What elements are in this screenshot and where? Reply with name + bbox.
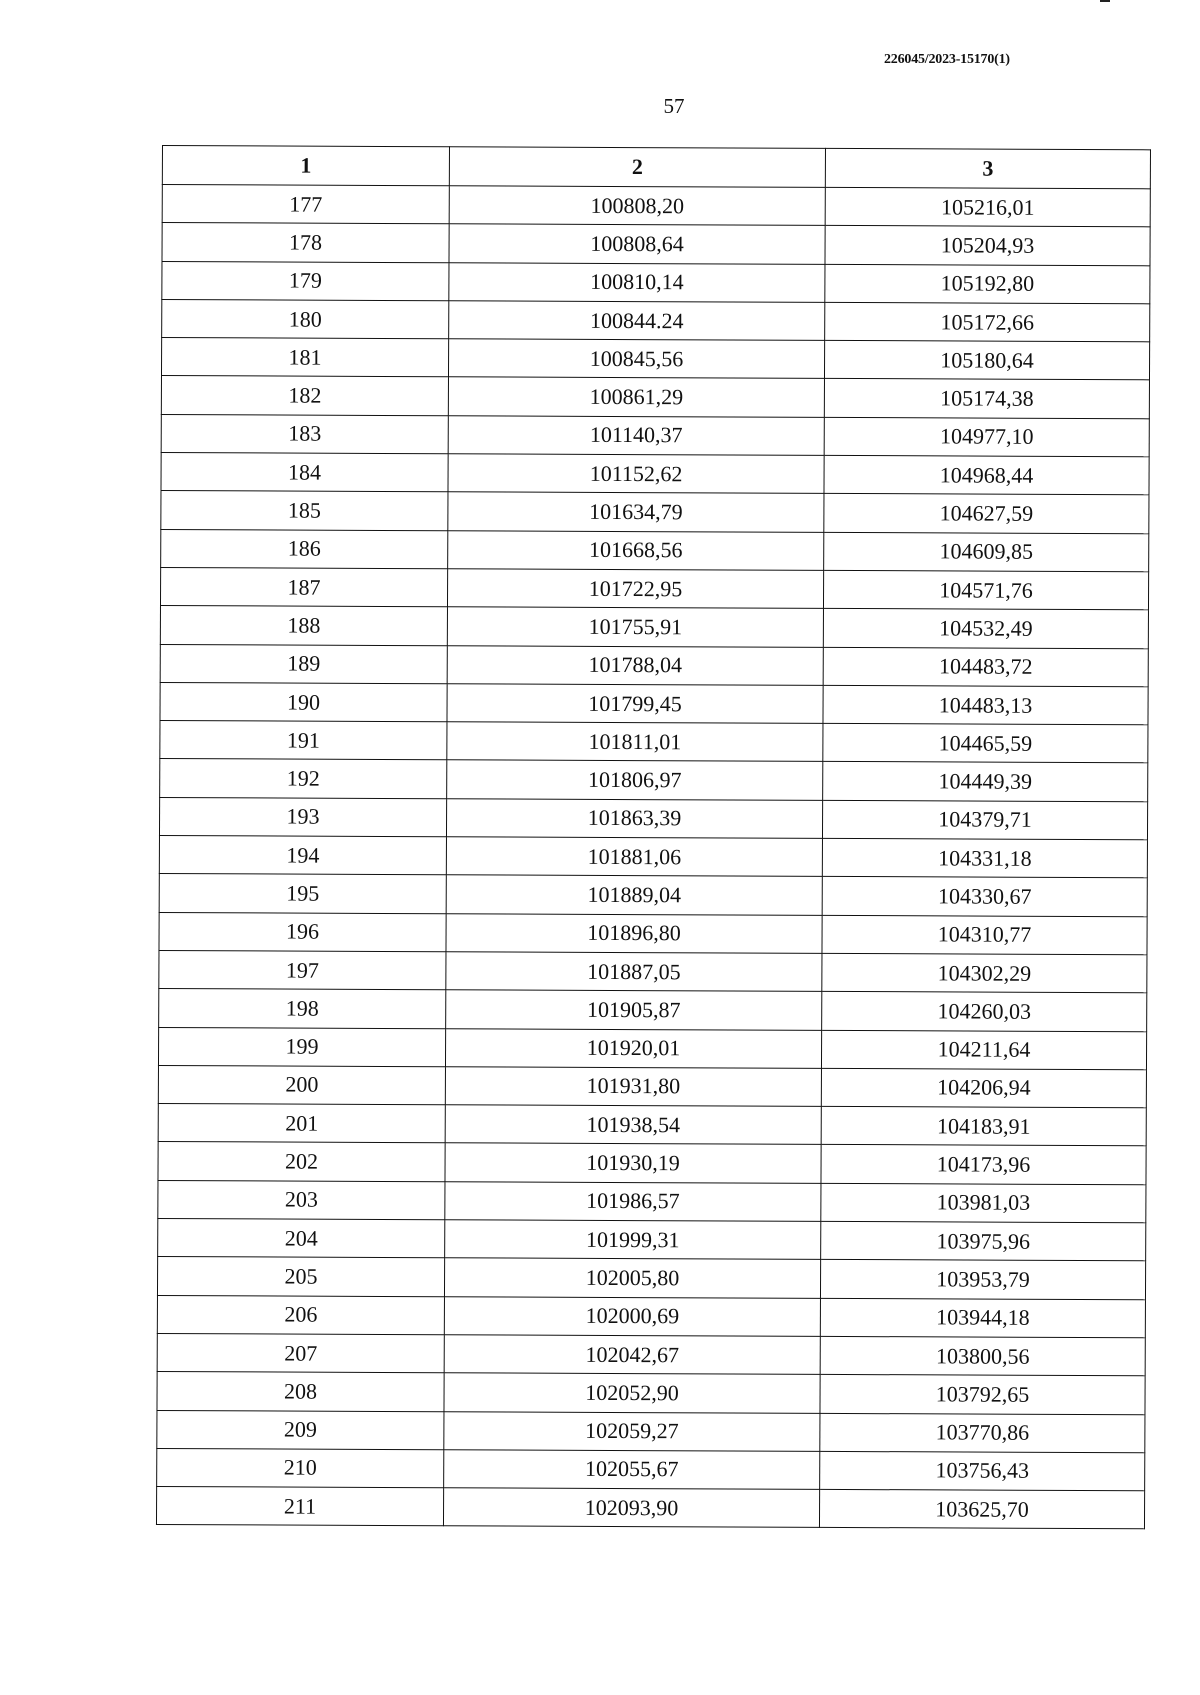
table-row (157, 1333, 1145, 1376)
y-coordinate-cell: 104465,59 (823, 724, 1148, 764)
x-coordinate-cell: 101938,54 (445, 1105, 821, 1145)
x-coordinate-cell: 101920,01 (445, 1028, 821, 1068)
y-coordinate-cell: 104260,03 (822, 992, 1147, 1032)
x-coordinate-cell: 102052,90 (444, 1373, 820, 1413)
document-number: 226045/2023-15170(1) (884, 52, 1010, 67)
point-number-cell: 179 (162, 261, 449, 301)
x-coordinate-cell: 100810,14 (449, 262, 825, 302)
point-number-cell: 187 (160, 567, 447, 607)
table-row (162, 185, 1150, 228)
y-coordinate-cell: 104609,85 (824, 532, 1149, 572)
point-number-cell: 180 (162, 299, 449, 339)
point-number-cell: 182 (161, 376, 448, 416)
x-coordinate-cell: 101788,04 (447, 645, 823, 685)
x-coordinate-cell: 102005,80 (444, 1258, 820, 1298)
point-number-cell: 195 (159, 874, 446, 914)
table-row (156, 1487, 1144, 1530)
point-number-cell: 204 (158, 1219, 445, 1259)
table-row (159, 836, 1147, 879)
point-number-cell: 192 (160, 759, 447, 799)
point-number-cell: 185 (161, 491, 448, 531)
table-row (159, 950, 1147, 993)
y-coordinate-cell: 103981,03 (821, 1183, 1146, 1223)
table-row (160, 759, 1148, 802)
y-coordinate-cell: 103792,65 (820, 1375, 1145, 1415)
x-coordinate-cell: 101931,80 (445, 1067, 821, 1107)
table-row (161, 376, 1149, 419)
x-coordinate-cell: 100808,20 (449, 186, 825, 226)
y-coordinate-cell: 105192,80 (825, 264, 1150, 304)
point-number-cell: 183 (161, 414, 448, 454)
table-row (161, 414, 1149, 457)
table-header-row (162, 146, 1150, 189)
point-number-cell: 202 (158, 1142, 445, 1182)
y-coordinate-cell: 104532,49 (823, 609, 1148, 649)
point-number-cell: 198 (159, 989, 446, 1029)
y-coordinate-cell: 103953,79 (820, 1260, 1145, 1300)
y-coordinate-cell: 104483,72 (823, 647, 1148, 687)
coordinates-table (156, 145, 1151, 1530)
point-number-cell: 201 (158, 1104, 445, 1144)
table-row (158, 1027, 1146, 1070)
point-number-cell: 189 (160, 644, 447, 684)
column-header: 3 (825, 148, 1150, 188)
x-coordinate-cell: 101905,87 (446, 990, 822, 1030)
y-coordinate-cell: 104977,10 (824, 417, 1149, 457)
y-coordinate-cell: 104571,76 (823, 570, 1148, 610)
point-number-cell: 209 (157, 1410, 444, 1450)
y-coordinate-cell: 103770,86 (820, 1413, 1145, 1453)
y-coordinate-cell: 104330,67 (822, 877, 1147, 917)
x-coordinate-cell: 100808,64 (449, 224, 825, 264)
x-coordinate-cell: 101806,97 (447, 760, 823, 800)
table-row (161, 338, 1149, 381)
x-coordinate-cell: 100844.24 (449, 301, 825, 341)
x-coordinate-cell: 102042,67 (444, 1335, 820, 1375)
x-coordinate-cell: 102059,27 (444, 1411, 820, 1451)
table-row (162, 299, 1150, 342)
table-row (158, 1219, 1146, 1262)
point-number-cell: 203 (158, 1180, 445, 1220)
table-row (160, 644, 1148, 687)
y-coordinate-cell: 105216,01 (825, 187, 1150, 227)
x-coordinate-cell: 101152,62 (448, 454, 824, 494)
point-number-cell: 208 (157, 1372, 444, 1412)
x-coordinate-cell: 101140,37 (448, 416, 824, 456)
table-row (158, 1142, 1146, 1185)
point-number-cell: 191 (160, 721, 447, 761)
table-row (157, 1448, 1145, 1491)
table-row (162, 223, 1150, 266)
point-number-cell: 193 (159, 797, 446, 837)
x-coordinate-cell: 101668,56 (448, 530, 824, 570)
y-coordinate-cell: 105172,66 (825, 302, 1150, 342)
table-row (160, 567, 1148, 610)
point-number-cell: 177 (162, 185, 449, 225)
y-coordinate-cell: 103975,96 (821, 1221, 1146, 1261)
point-number-cell: 186 (161, 529, 448, 569)
table-row (159, 797, 1147, 840)
x-coordinate-cell: 101722,95 (447, 569, 823, 609)
x-coordinate-cell: 101881,06 (446, 837, 822, 877)
y-coordinate-cell: 103756,43 (820, 1451, 1145, 1491)
y-coordinate-cell: 104627,59 (824, 494, 1149, 534)
y-coordinate-cell: 103800,56 (820, 1336, 1145, 1376)
point-number-cell: 199 (158, 1027, 445, 1067)
x-coordinate-cell: 101755,91 (447, 607, 823, 647)
point-number-cell: 181 (161, 338, 448, 378)
table-row (161, 529, 1149, 572)
column-header: 1 (162, 146, 449, 186)
x-coordinate-cell: 102000,69 (444, 1296, 820, 1336)
point-number-cell: 205 (157, 1257, 444, 1297)
y-coordinate-cell: 104331,18 (822, 838, 1147, 878)
table-row (160, 682, 1148, 725)
table-row (158, 1180, 1146, 1223)
y-coordinate-cell: 103625,70 (819, 1489, 1144, 1529)
x-coordinate-cell: 101799,45 (447, 684, 823, 724)
table-row (159, 989, 1147, 1032)
scan-mark (1100, 0, 1110, 2)
point-number-cell: 194 (159, 836, 446, 876)
x-coordinate-cell: 102093,90 (443, 1488, 819, 1528)
y-coordinate-cell: 104211,64 (821, 1030, 1146, 1070)
y-coordinate-cell: 104449,39 (823, 762, 1148, 802)
table-row (160, 606, 1148, 649)
table-row (158, 1104, 1146, 1147)
table-row (157, 1372, 1145, 1415)
y-coordinate-cell: 104310,77 (822, 915, 1147, 955)
table-row (158, 1065, 1146, 1108)
table-row (159, 874, 1147, 917)
point-number-cell: 207 (157, 1333, 444, 1373)
column-header: 2 (449, 147, 825, 188)
table-row (162, 261, 1150, 304)
x-coordinate-cell: 101634,79 (448, 492, 824, 532)
point-number-cell: 206 (157, 1295, 444, 1335)
y-coordinate-cell: 104302,29 (822, 953, 1147, 993)
x-coordinate-cell: 101986,57 (445, 1181, 821, 1221)
x-coordinate-cell: 101889,04 (446, 875, 822, 915)
table-row (159, 912, 1147, 955)
x-coordinate-cell: 102055,67 (444, 1450, 820, 1490)
y-coordinate-cell: 104968,44 (824, 455, 1149, 495)
table-row (157, 1410, 1145, 1453)
y-coordinate-cell: 103944,18 (820, 1298, 1145, 1338)
page-number: 57 (663, 94, 685, 118)
y-coordinate-cell: 105180,64 (824, 341, 1149, 381)
point-number-cell: 184 (161, 453, 448, 493)
table-row (161, 491, 1149, 534)
point-number-cell: 196 (159, 912, 446, 952)
y-coordinate-cell: 104173,96 (821, 1145, 1146, 1185)
y-coordinate-cell: 105174,38 (824, 379, 1149, 419)
x-coordinate-cell: 100861,29 (448, 377, 824, 417)
y-coordinate-cell: 105204,93 (825, 226, 1150, 266)
y-coordinate-cell: 104379,71 (822, 800, 1147, 840)
point-number-cell: 178 (162, 223, 449, 263)
point-number-cell: 200 (158, 1065, 445, 1105)
x-coordinate-cell: 100845,56 (448, 339, 824, 379)
x-coordinate-cell: 101811,01 (447, 722, 823, 762)
table-row (161, 453, 1149, 496)
point-number-cell: 210 (157, 1448, 444, 1488)
point-number-cell: 211 (156, 1487, 443, 1527)
x-coordinate-cell: 101999,31 (445, 1220, 821, 1260)
point-number-cell: 197 (159, 950, 446, 990)
point-number-cell: 188 (160, 606, 447, 646)
table-row (160, 721, 1148, 764)
table-row (157, 1257, 1145, 1300)
x-coordinate-cell: 101930,19 (445, 1143, 821, 1183)
x-coordinate-cell: 101887,05 (446, 952, 822, 992)
y-coordinate-cell: 104483,13 (823, 685, 1148, 725)
point-number-cell: 190 (160, 682, 447, 722)
y-coordinate-cell: 104183,91 (821, 1107, 1146, 1147)
table-row (157, 1295, 1145, 1338)
y-coordinate-cell: 104206,94 (821, 1068, 1146, 1108)
x-coordinate-cell: 101896,80 (446, 913, 822, 953)
x-coordinate-cell: 101863,39 (446, 798, 822, 838)
